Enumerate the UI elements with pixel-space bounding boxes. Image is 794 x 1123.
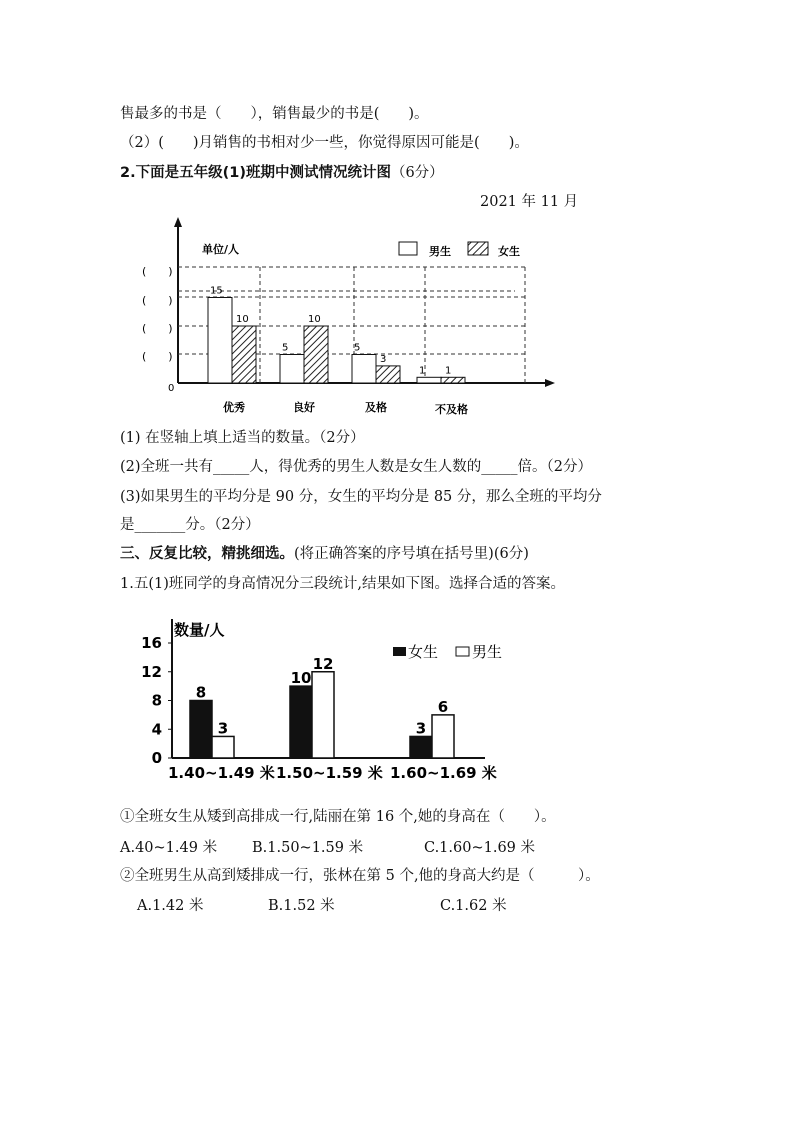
text-line: ①全班女生从矮到高排成一行,陆丽在第 16 个,她的身高在（ ）。 <box>120 809 556 825</box>
origin-label: 0 <box>168 383 175 394</box>
data-label: 12 <box>312 654 334 673</box>
text-line: ②全班男生从高到矮排成一行，张林在第 5 个,他的身高大约是（ ）。 <box>120 868 600 884</box>
bar-boys <box>280 355 304 384</box>
category-label: 1.60~1.69 米 <box>390 764 497 782</box>
option-c: C.1.60~1.69 米 <box>424 840 536 856</box>
bar-girls <box>232 326 256 383</box>
option-a: A.40~1.49 米 <box>120 840 218 856</box>
y-axis-blank: ( ) <box>142 265 173 278</box>
data-label: 5 <box>354 342 361 354</box>
text-line: (2)全班一共有_____人，得优秀的男生人数是女生人数的_____倍。（2分） <box>120 459 593 475</box>
bar-boys <box>432 715 454 758</box>
text-line: （2）( )月销售的书相对少一些，你觉得原因可能是( )。 <box>120 135 529 151</box>
section-heading: 三、反复比较，精挑细选。 <box>120 546 294 562</box>
option-b: B.1.50~1.59 米 <box>252 840 364 856</box>
text-line: (1) 在竖轴上填上适当的数量。（2分） <box>120 430 365 446</box>
data-label: 10 <box>290 669 312 688</box>
category-label: 优秀 <box>223 401 245 414</box>
y-tick-label: 12 <box>141 662 162 681</box>
section-instruction: (将正确答案的序号填在括号里)(6分) <box>294 546 529 562</box>
bar-girls <box>410 736 432 758</box>
question-heading: 2.下面是五年级(1)班期中测试情况统计图 <box>120 165 391 181</box>
height-chart <box>140 615 510 790</box>
option-c: C.1.62 米 <box>440 898 507 914</box>
y-axis-label: 单位/人 <box>202 243 240 256</box>
data-label: 10 <box>308 314 321 325</box>
y-axis-label: 数量/人 <box>174 621 225 639</box>
y-axis-blank: ( ) <box>142 322 173 335</box>
bar-boys <box>417 377 441 383</box>
data-label: 1 <box>445 365 452 377</box>
legend-swatch-boys <box>456 647 469 656</box>
text-line: 售最多的书是（ ），销售最少的书是( )。 <box>120 106 429 122</box>
data-label: 3 <box>217 719 229 738</box>
score-chart <box>130 215 560 420</box>
data-label: 3 <box>415 719 427 738</box>
text-line: 是_______分。（2分） <box>120 517 260 533</box>
y-tick-label: 8 <box>151 691 162 710</box>
data-label: 5 <box>282 342 289 354</box>
category-label: 及格 <box>365 401 387 414</box>
data-label: 1 <box>419 365 426 377</box>
bar-boys <box>352 355 376 384</box>
bar-girls <box>441 377 465 383</box>
category-label: 1.40~1.49 米 <box>168 764 275 782</box>
legend-swatch-girls <box>393 647 406 656</box>
data-label: 15 <box>210 285 223 297</box>
category-label: 不及格 <box>435 403 468 416</box>
y-axis-blank: ( ) <box>142 294 173 307</box>
data-label: 3 <box>380 353 387 365</box>
y-tick-label: 16 <box>141 634 162 652</box>
bar-boys <box>312 672 334 758</box>
y-tick-label: 4 <box>151 720 162 739</box>
legend-label-girls: 女生 <box>408 643 439 661</box>
data-label: 10 <box>236 314 249 325</box>
text-line: 1.五(1)班同学的身高情况分三段统计,结果如下图。选择合适的答案。 <box>120 576 565 592</box>
text-line: (3)如果男生的平均分是 90 分，女生的平均分是 85 分，那么全班的平均分 <box>120 489 602 505</box>
legend-label-boys: 男生 <box>472 643 503 661</box>
legend-label-girls: 女生 <box>498 245 520 258</box>
bar-girls <box>190 701 212 759</box>
bar-girls <box>304 326 328 383</box>
y-axis-blank: ( ) <box>142 350 173 363</box>
chart-date: 2021 年 11 月 <box>480 194 579 210</box>
legend-label-boys: 男生 <box>429 245 451 258</box>
category-label: 1.50~1.59 米 <box>276 764 383 782</box>
y-tick-label: 0 <box>151 749 162 767</box>
bar-girls <box>290 686 312 758</box>
data-label: 8 <box>195 683 207 702</box>
question-score: （6分） <box>390 165 444 181</box>
bar-boys <box>212 736 234 758</box>
option-a: A.1.42 米 <box>137 898 204 914</box>
category-label: 良好 <box>293 401 315 414</box>
bar-girls <box>376 366 400 383</box>
data-label: 6 <box>437 697 449 716</box>
legend-swatch-girls <box>468 242 488 255</box>
bar-boys <box>208 298 232 384</box>
legend-swatch-boys <box>399 242 417 255</box>
option-b: B.1.52 米 <box>268 898 335 914</box>
